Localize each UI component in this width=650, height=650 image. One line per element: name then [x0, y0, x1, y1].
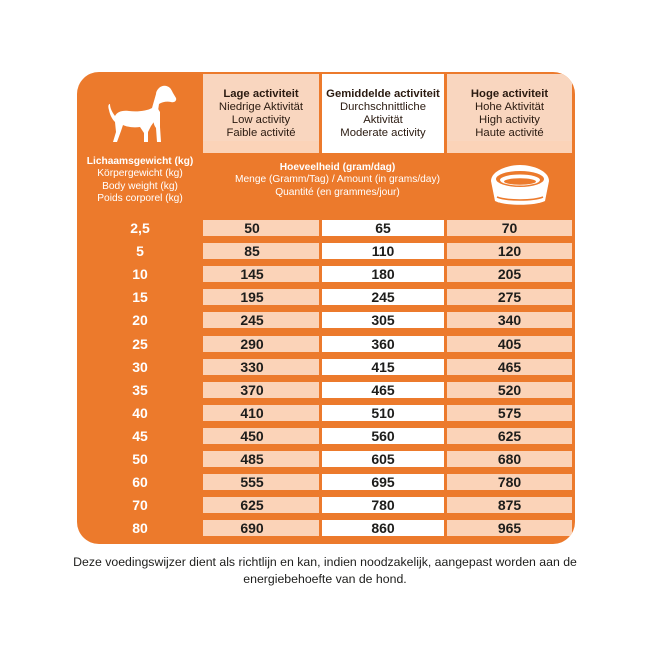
amount-low: 450 [240, 428, 264, 444]
amount-moderate: 360 [371, 336, 395, 352]
amount-low: 145 [240, 266, 264, 282]
footnote: Deze voedingswijzer dient als richtlijn en kan, indien noodzakelijk, aangepast worden aan de energiebehoefte van de hond. [73, 555, 577, 586]
weight-header [77, 156, 203, 206]
amount-low: 195 [240, 289, 264, 305]
moderate-activity-de: Durchschnittliche Aktivität [339, 101, 427, 126]
weight-value: 30 [132, 359, 148, 375]
food-bowl-icon [485, 159, 555, 207]
amount-high: 780 [497, 474, 522, 490]
amount-high: 120 [497, 243, 522, 259]
weight-value: 45 [132, 428, 148, 444]
weight-value: 2,5 [130, 220, 150, 236]
low-activity-fr: Faible activité [226, 127, 296, 139]
amount-high: 405 [497, 336, 522, 352]
amount-low: 690 [240, 520, 264, 536]
amount-high: 70 [501, 220, 518, 236]
amount-high: 875 [497, 497, 522, 513]
header-moderate-activity [322, 74, 444, 141]
amount-low: 625 [240, 497, 264, 513]
weight-title: Lichaamsgewicht (kg) [86, 156, 194, 167]
weight-value: 35 [132, 382, 148, 398]
amount-moderate: 245 [371, 289, 395, 305]
weight-value: 20 [132, 312, 148, 328]
moderate-activity-en: Moderate activity [340, 127, 426, 139]
low-activity-en: Low activity [231, 114, 291, 126]
weight-value: 10 [132, 266, 148, 282]
weight-en: Body weight (kg) [102, 180, 178, 192]
amount-low: 245 [240, 312, 264, 328]
weight-de: Körpergewicht (kg) [97, 168, 183, 180]
amount-moderate: 605 [371, 451, 395, 467]
amount-low: 50 [244, 220, 260, 236]
feeding-table [77, 72, 575, 544]
amount-moderate: 510 [371, 405, 395, 421]
amount-high: 205 [497, 266, 522, 282]
low-activity-de: Niedrige Aktivität [218, 101, 304, 113]
dog-icon [107, 82, 179, 144]
weight-value: 80 [132, 520, 148, 536]
weight-value: 25 [132, 336, 148, 352]
amount-high: 965 [497, 520, 522, 536]
weight-value: 50 [132, 451, 148, 467]
amount-low: 85 [244, 243, 260, 259]
high-activity-fr: Haute activité [475, 127, 544, 139]
low-activity-title: Lage activiteit [223, 88, 299, 100]
quantity-band [203, 153, 572, 212]
amount-high: 465 [497, 359, 522, 375]
amount-low: 410 [240, 405, 264, 421]
high-activity-de: Hohe Aktivität [474, 101, 545, 113]
weight-value: 70 [132, 497, 148, 513]
amount-low: 290 [240, 336, 264, 352]
amount-moderate: 780 [371, 497, 395, 513]
weight-value: 5 [136, 243, 144, 259]
high-activity-title: Hoge activiteit [470, 88, 549, 100]
header-low-activity [203, 74, 319, 141]
quantity-title: Hoeveelheid (gram/dag) [279, 162, 396, 173]
quantity-de-en: Menge (Gramm/Tag) / Amount (in grams/day) [235, 174, 440, 186]
amount-low: 555 [240, 474, 264, 490]
amount-moderate: 305 [371, 312, 395, 328]
amount-low: 330 [240, 359, 264, 375]
amount-high: 275 [497, 289, 522, 305]
amount-high: 680 [497, 451, 522, 467]
weight-value: 60 [132, 474, 148, 490]
amount-high: 625 [497, 428, 522, 444]
amount-moderate: 860 [371, 520, 395, 536]
amount-moderate: 415 [371, 359, 395, 375]
amount-high: 340 [497, 312, 522, 328]
high-activity-en: High activity [479, 114, 540, 126]
amount-moderate: 110 [371, 243, 395, 259]
header-high-activity [447, 74, 572, 141]
column-strip-moderate [322, 141, 444, 153]
column-strip-low [203, 141, 319, 153]
weight-value: 15 [132, 289, 148, 305]
amount-moderate: 695 [371, 474, 395, 490]
amount-moderate: 65 [375, 220, 391, 236]
amount-moderate: 180 [371, 266, 395, 282]
amount-low: 370 [240, 382, 264, 398]
amount-low: 485 [240, 451, 264, 467]
column-strip-high [447, 141, 572, 153]
moderate-activity-title: Gemiddelde activiteit [326, 88, 440, 100]
amount-moderate: 465 [371, 382, 395, 398]
weight-fr: Poids corporel (kg) [97, 193, 183, 205]
quantity-fr: Quantité (en grammes/jour) [275, 186, 400, 198]
amount-high: 575 [497, 405, 522, 421]
weight-value: 40 [132, 405, 148, 421]
amount-high: 520 [497, 382, 522, 398]
amount-moderate: 560 [371, 428, 395, 444]
